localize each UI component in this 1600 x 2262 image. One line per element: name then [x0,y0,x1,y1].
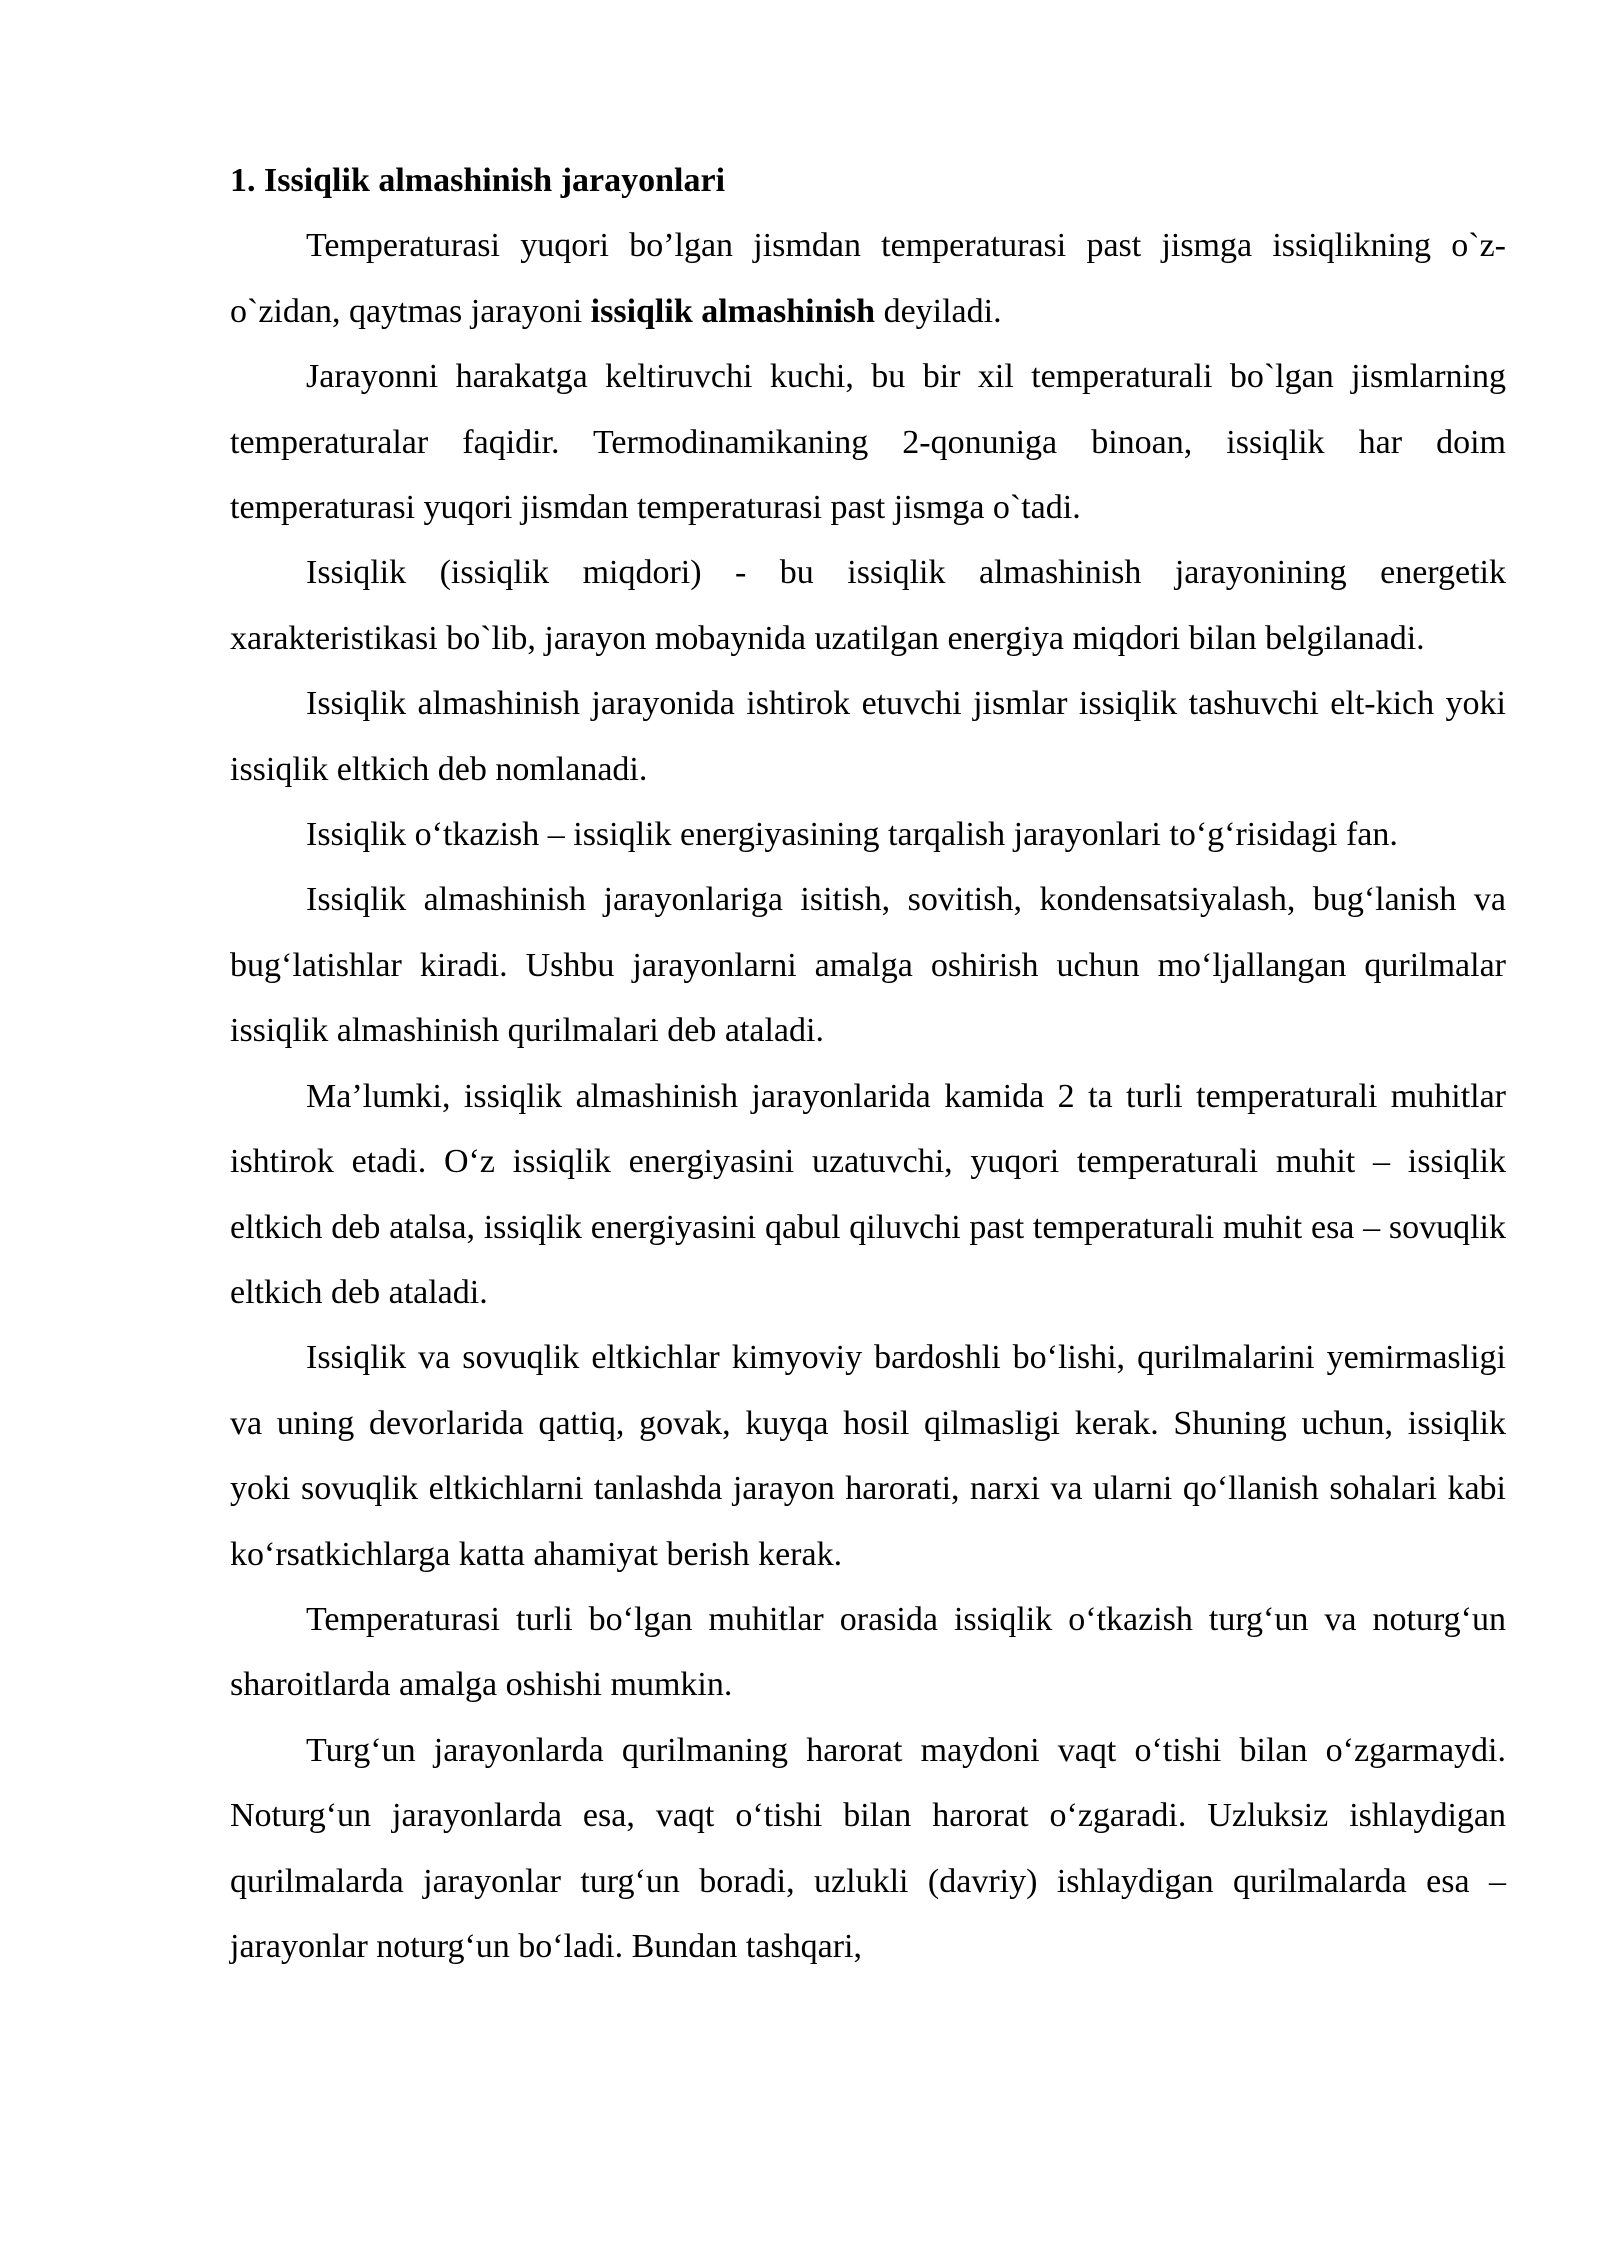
paragraph-1-text-start: Temperaturasi yuqori bo’lgan jismdan temperaturasi past jismga issiqlikning o`z-o`zidan, qaytmas jarayoni [230,227,1506,330]
paragraph-1-text-end: deyiladi. [875,292,1002,330]
paragraph-5: Issiqlik o‘tkazish – issiqlik energiyasining tarqalish jarayonlari to‘g‘risidagi fan. [306,816,1398,854]
paragraph-1-bold-term: issiqlik almashinish [590,292,876,330]
document-page [230,148,1506,1979]
section-heading: 1. Issiqlik almashinish jarayonlari [230,162,726,199]
paragraph-7: Ma’lumki, issiqlik almashinish jarayonlarida kamida 2 ta turli temperaturali muhitlar ishtirok etadi. O‘z issiqlik energiyasini uzatuvchi, yuqori temperaturali muhit – issiqlik eltkich deb atalsa, issiqlik energiyasini qabul qiluvchi past temperaturali muhit esa – sovuqlik eltkich deb ataladi. [230,1077,1506,1311]
paragraph-10: Turg‘un jarayonlarda qurilmaning harorat maydoni vaqt o‘tishi bilan o‘zgarmaydi. Noturg‘un jarayonlarda esa, vaqt o‘tishi bilan harorat o‘zgaradi. Uzluksiz ishlaydigan qurilmalarda jarayonlar turg‘un boradi, uzlukli (davriy) ishlaydigan qurilmalarda esa – jarayonlar noturg‘un bo‘ladi. Bundan tashqari, [230,1731,1506,1965]
paragraph-8: Issiqlik va sovuqlik eltkichlar kimyoviy bardoshli bo‘lishi, qurilmalarini yemirmasligi va uning devorlarida qattiq, govak, kuyqa hosil qilmasligi kerak. Shuning uchun, issiqlik yoki sovuqlik eltkichlarni tanlashda jarayon harorati, narxi va ularni qo‘llanish sohalari kabi ko‘rsatkichlarga katta ahamiyat berish kerak. [230,1339,1506,1573]
paragraph-4: Issiqlik almashinish jarayonida ishtirok etuvchi jismlar issiqlik tashuvchi elt-kich yoki issiqlik eltkich deb nomlanadi. [230,685,1506,788]
paragraph-9: Temperaturasi turli bo‘lgan muhitlar orasida issiqlik o‘tkazish turg‘un va noturg‘un sharoitlarda amalga oshishi mumkin. [230,1600,1506,1704]
paragraph-6: Issiqlik almashinish jarayonlariga isitish, sovitish, kondensatsiyalash, bug‘lanish va bug‘latishlar kiradi. Ushbu jarayonlarni amalga oshirish uchun mo‘ljallangan qurilmalar issiqlik almashinish qurilmalari deb ataladi. [230,881,1506,1050]
paragraph-3: Issiqlik (issiqlik miqdori) - bu issiqlik almashinish jarayonining energetik xarakteristikasi bo`lib, jarayon mobaynida uzatilgan energiya miqdori bilan belgilanadi. [230,554,1506,657]
paragraph-2: Jarayonni harakatga keltiruvchi kuchi, bu bir xil temperaturali bo`lgan jismlarning temperaturalar faqidir. Termodinamikaning 2-qonuniga binoan, issiqlik har doim temperaturasi yuqori jismdan temperaturasi past jismga o`tadi. [230,358,1506,527]
paragraph-1 [230,213,1506,344]
